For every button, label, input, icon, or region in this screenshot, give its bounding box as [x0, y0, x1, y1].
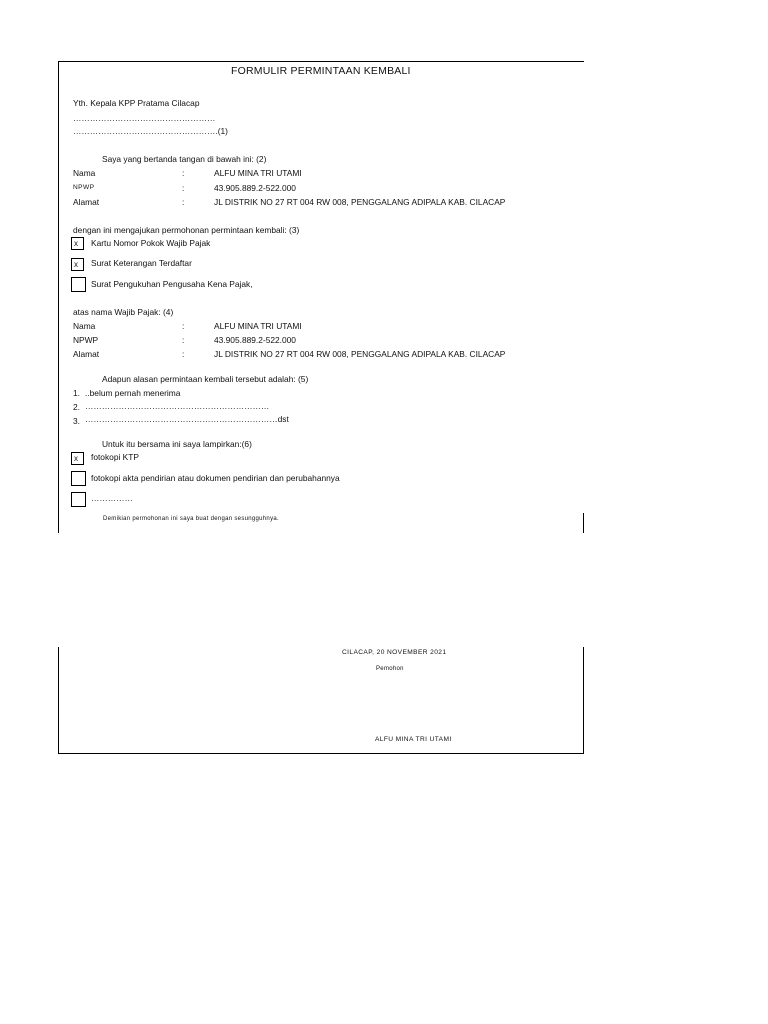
reason-2-num: 2.	[73, 402, 80, 412]
signer-address-value: JL DISTRIK NO 27 RT 004 RW 008, PENGGALANG ADIPALA KAB. CILACAP	[214, 197, 506, 207]
recipient-line-3: …………………………………………….(1)	[73, 126, 228, 136]
signer-npwp-sep: :	[182, 183, 185, 193]
reason-3-text: ……………………………………………………………dst	[85, 414, 289, 424]
taxpayer-name-sep: :	[182, 321, 185, 331]
signer-name: ALFU MINA TRI UTAMI	[375, 736, 452, 743]
taxpayer-npwp-value: 43.905.889.2-522.000	[214, 335, 296, 345]
request-item-skt: Surat Keterangan Terdaftar	[91, 258, 192, 268]
reason-2-text: …………………………………………………………	[85, 401, 270, 411]
checkbox-skt[interactable]: x	[71, 258, 84, 271]
page-left-border	[58, 61, 59, 533]
signer-name-label: Nama	[73, 168, 96, 178]
taxpayer-name-label: Nama	[73, 321, 96, 331]
signer-address-label: Alamat	[73, 197, 100, 207]
signer-intro: Saya yang bertanda tangan di bawah ini: (2)	[102, 154, 267, 164]
signer-npwp-label: NPWP	[73, 184, 95, 191]
recipient-line-1: Yth. Kepala KPP Pratama Cilacap	[73, 98, 200, 108]
reason-1-num: 1.	[73, 388, 80, 398]
reason-1-text: ..belum pernah menerima	[85, 388, 181, 398]
checkbox-npwp-card[interactable]: x	[71, 237, 84, 250]
signer-npwp-value: 43.905.889.2-522.000	[214, 183, 296, 193]
attachment-item-ktp: fotokopi KTP	[91, 452, 139, 462]
attachment-item-other: ……………	[91, 493, 133, 503]
taxpayer-name-value: ALFU MINA TRI UTAMI	[214, 321, 302, 331]
request-item-npwp-card: Kartu Nomor Pokok Wajib Pajak	[91, 238, 211, 248]
attachment-item-deed: fotokopi akta pendirian atau dokumen pendirian dan perubahannya	[91, 473, 340, 483]
request-intro: dengan ini mengajukan permohonan permintaan kembali: (3)	[73, 225, 300, 235]
taxpayer-npwp-label: NPWP	[73, 335, 99, 345]
checkbox-pkp[interactable]	[71, 277, 86, 292]
taxpayer-address-label: Alamat	[73, 349, 100, 359]
closing-statement: Demikian permohonan ini saya buat dengan sesungguhnya.	[103, 516, 279, 522]
signer-address-sep: :	[182, 197, 185, 207]
taxpayer-address-value: JL DISTRIK NO 27 RT 004 RW 008, PENGGALANG ADIPALA KAB. CILACAP	[214, 349, 506, 359]
place-date: CILACAP, 20 NOVEMBER 2021	[342, 649, 447, 656]
checkbox-deed[interactable]	[71, 471, 86, 486]
taxpayer-intro: atas nama Wajib Pajak: (4)	[73, 307, 174, 317]
taxpayer-npwp-sep: :	[182, 335, 185, 345]
request-item-pkp: Surat Pengukuhan Pengusaha Kena Pajak,	[91, 279, 253, 289]
attachment-intro: Untuk itu bersama ini saya lampirkan:(6)	[102, 439, 252, 449]
recipient-line-2: ……………………………………………	[73, 113, 216, 123]
signature-right-border	[583, 647, 584, 753]
page-top-border	[58, 61, 584, 62]
signature-left-border	[58, 647, 59, 753]
taxpayer-address-sep: :	[182, 349, 185, 359]
checkbox-ktp[interactable]: x	[71, 452, 84, 465]
form-title: FORMULIR PERMINTAAN KEMBALI	[231, 65, 411, 77]
signer-role: Pemohon	[376, 666, 404, 672]
checkbox-other[interactable]	[71, 492, 86, 507]
reason-3-num: 3.	[73, 416, 80, 426]
reason-intro: Adapun alasan permintaan kembali tersebut adalah: (5)	[102, 374, 309, 384]
signer-name-value: ALFU MINA TRI UTAMI	[214, 168, 302, 178]
page-right-marker	[583, 513, 584, 533]
signer-name-sep: :	[182, 168, 185, 178]
signature-bottom-border	[58, 753, 584, 754]
